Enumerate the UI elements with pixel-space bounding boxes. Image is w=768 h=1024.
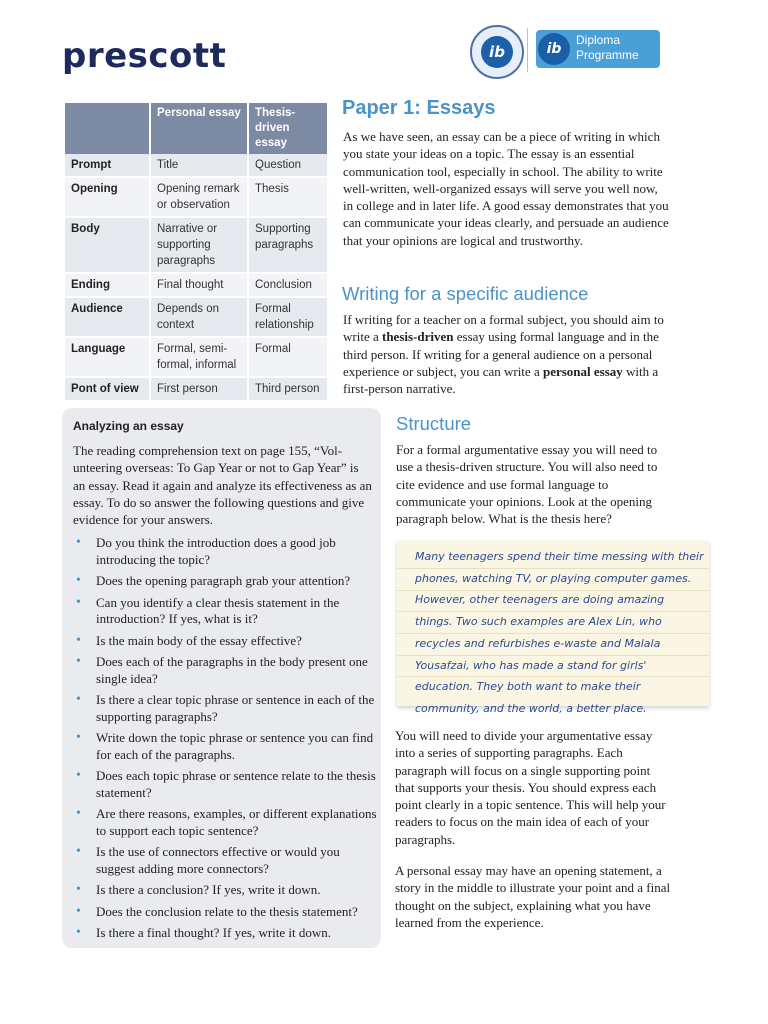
table-header-cell: Thesis-driven essay [248,103,328,154]
table-row [65,177,328,217]
audience-text-2: essay using formal language and in the third person. If writing for a general audience on a personal experience or subject, you can write a [343,329,659,379]
list-item: • Are there reasons, examples, or different explanations to support each topic sentence? [73,806,377,839]
table-row-label: Prompt [65,154,150,177]
list-item: • Is there a clear topic phrase or sentence in each of the supporting paragraphs? [73,692,377,725]
table-cell: Question [248,154,328,177]
table-cell: Formal [248,337,328,377]
analyzing-questions [73,535,377,947]
table-cell: Final thought [150,273,248,297]
list-item: • Does the conclusion relate to the thesis statement? [73,904,377,921]
table-cell: Third person [248,377,328,401]
header-divider [527,28,528,72]
audience-bold-personal: personal essay [542,363,623,379]
ib-logo-icon: ib [538,33,570,65]
list-item: • Can you identify a clear thesis statement in the introduction? If yes, what is it? [73,595,377,628]
analyzing-essay-box [62,408,381,948]
list-item: • Does the opening paragraph grab your attention? [73,573,377,590]
diploma-programme-badge [536,30,660,68]
structure-paragraph-3: A personal essay may have an opening statement, a story in the middle to illustrate your point and a final thought on the subject, explaining what you have learned from the experience. [395,863,671,930]
table-header-cell [65,103,150,154]
analyzing-intro: The reading comprehension text on page 155, “Vol-unteering overseas: To Gap Year or not to Gap Year” is an essay. Read it again and analyze its effectiveness as an essay. To do so answer the following questions and give evidence for your answers. [73,443,372,528]
list-item: • Is the use of connectors effective or would you suggest adding more connectors? [73,844,377,877]
table-row-label: Audience [65,297,150,337]
dp-line-1: Diploma [576,33,621,47]
table-cell: Conclusion [248,273,328,297]
page-title: Paper 1: Essays [342,97,496,119]
table-row-label: Body [65,217,150,273]
table-row [65,377,328,401]
table-row [65,154,328,177]
table-cell: Title [150,154,248,177]
example-paragraph-text: Many teenagers spend their time messing with their phones, watching TV, or playing computer games. However, other teenagers are doing amazing things. Two such examples are Alex Lin, who recycles and refurbishes e-waste and Malala Yousafzai, who has made a stand for girls' education. They both want to make their community, and the world, a better place. [415,550,704,715]
list-item: • Does each of the paragraphs in the body present one single idea? [73,654,377,687]
table-cell: Depends on context [150,297,248,337]
structure-intro: For a formal argumentative essay you will need to use a thesis-driven structure. You will also need to cite evidence and use formal language to communicate your opinions. Look at the opening paragraph below. What is the thesis here? [396,442,658,527]
audience-paragraph [343,311,665,397]
table-cell: Opening remark or observation [150,177,248,217]
ib-world-school-seal [470,25,524,79]
table-cell: First person [150,377,248,401]
list-item: • Do you think the introduction does a good job introducing the topic? [73,535,377,568]
table-row-label: Ending [65,273,150,297]
diploma-programme-label [576,33,639,63]
table-cell: Formal, semi-formal, informal [150,337,248,377]
table-cell: Supporting paragraphs [248,217,328,273]
dp-line-2: Programme [576,48,639,62]
essay-comparison-table [65,103,329,402]
table-row [65,297,328,337]
list-item: • Is there a final thought? If yes, write it down. [73,925,377,942]
table-cell: Formal relationship [248,297,328,337]
list-item: • Write down the topic phrase or sentence you can find for each of the paragraphs. [73,730,377,763]
audience-bold-thesis: thesis-driven [381,329,454,345]
table-row [65,337,328,377]
audience-text-3: with a first-person narrative. [343,363,659,397]
table-cell: Narrative or supporting paragraphs [150,217,248,273]
list-item: • Is there a conclusion? If yes, write it down. [73,882,377,899]
structure-paragraph-2: You will need to divide your argumentative essay into a series of supporting paragraphs. Each paragraph will focus on a single supporting point that supports your thesis. You should express each point clearly in a topic sentence. This will help your readers to focus on the main idea of each of your paragraphs. [395,728,666,847]
table-cell: Thesis [248,177,328,217]
table-row-label: Language [65,337,150,377]
table-row [65,217,328,273]
table-header-cell: Personal essay [150,103,248,154]
audience-heading: Writing for a specific audience [342,283,589,304]
list-item: • Is the main body of the essay effective? [73,633,377,650]
example-paragraph-card [397,541,709,715]
prescott-logo: prescott [62,36,227,76]
table-header-row [65,103,328,154]
audience-text-1: If writing for a teacher on a formal subject, you should aim to write a [343,312,664,345]
ib-seal-letters: ib [481,36,513,68]
table-row [65,273,328,297]
list-item: • Does each topic phrase or sentence relate to the thesis statement? [73,768,377,801]
table-row-label: Pont of view [65,377,150,401]
analyzing-title: Analyzing an essay [73,419,184,433]
table-row-label: Opening [65,177,150,217]
structure-heading: Structure [396,413,472,434]
intro-paragraph: As we have seen, an essay can be a piece of writing in which you state your ideas on a topic. The essay is an essential communication tool, especially in school. The ability to write well-written, well-organized essays will serve you well now, in college and in later life. A good essay demonstrates that you can communicate your ideas clearly, and persuade an audience that your opinions are logical and trustworthy. [343,129,669,248]
